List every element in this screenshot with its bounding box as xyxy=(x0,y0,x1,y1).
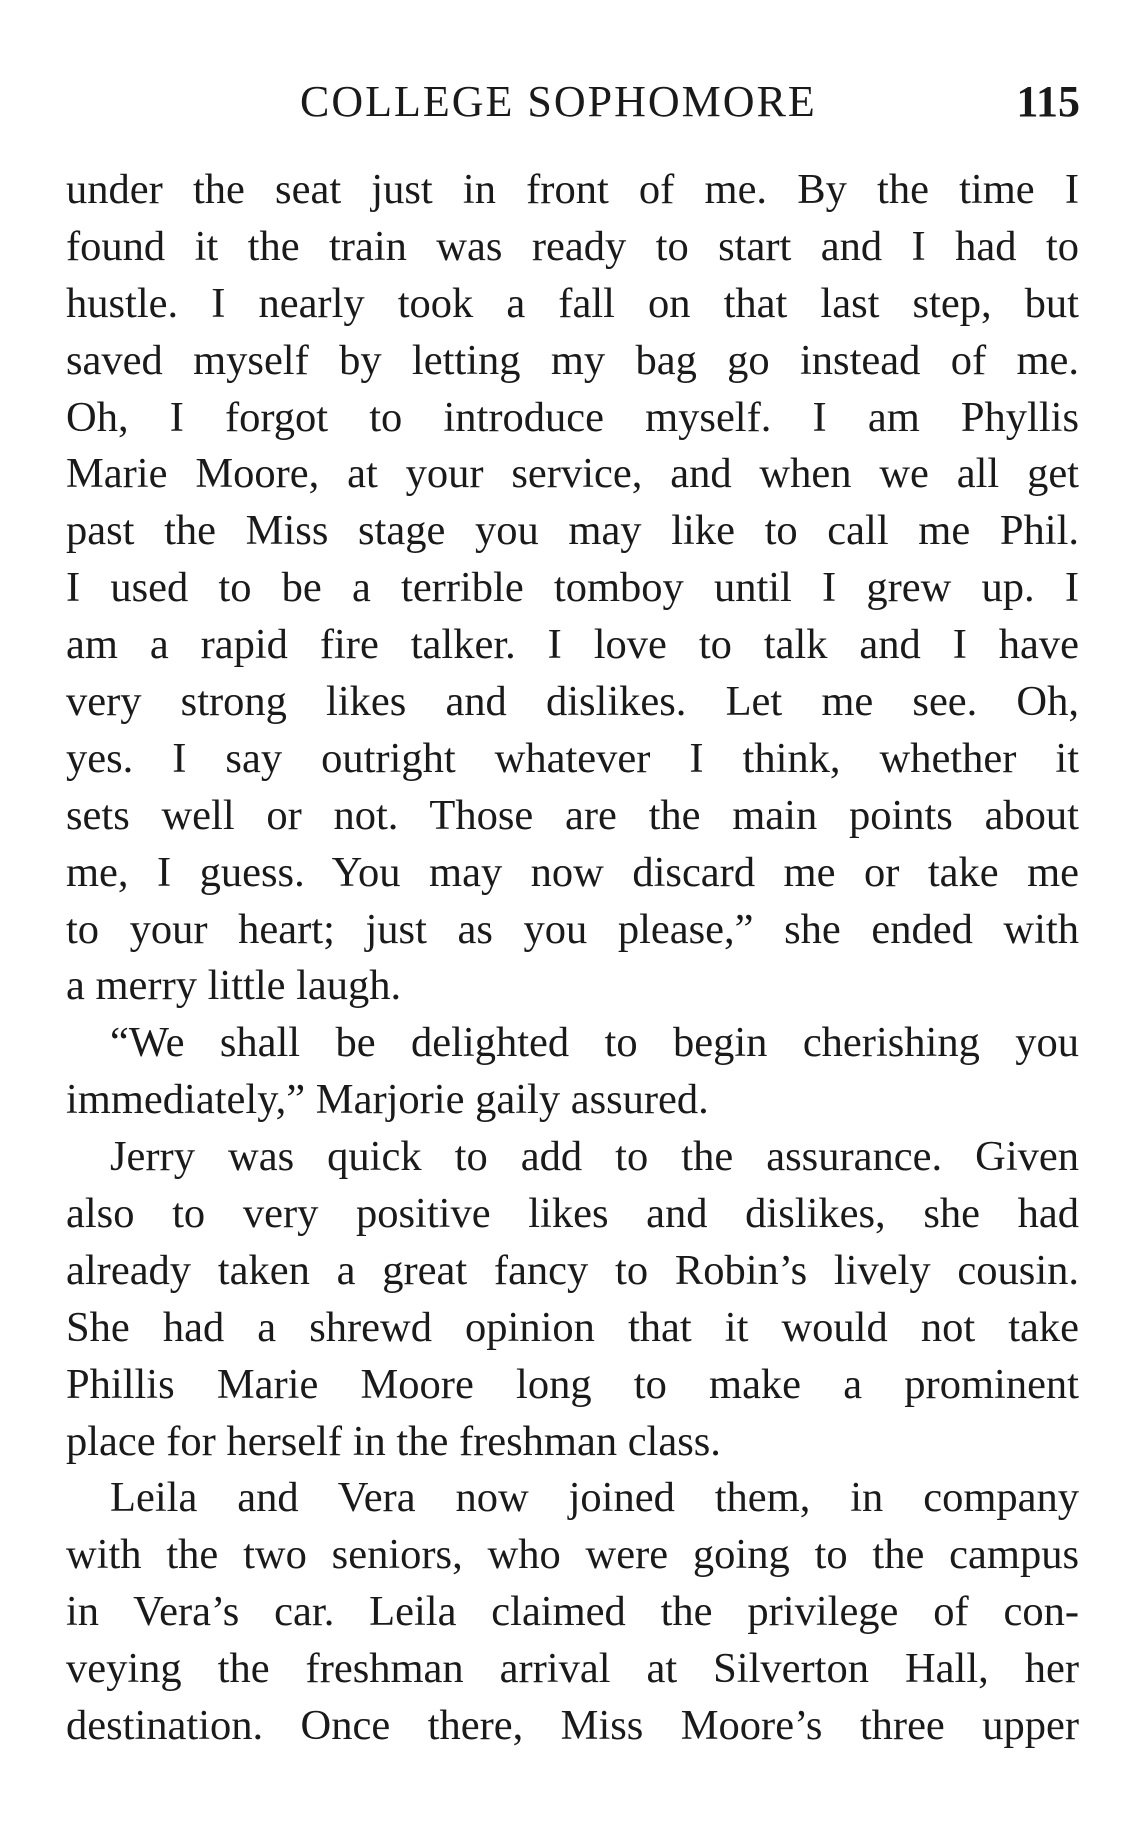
text-line: saved myself by letting my bag go instead of me. xyxy=(66,336,1079,384)
running-head xyxy=(300,72,1080,132)
text-line: Oh, I forgot to introduce myself. I am Phyllis xyxy=(66,393,1079,441)
text-line: yes. I say outright whatever I think, whether it xyxy=(66,734,1079,782)
running-title: COLLEGE SOPHOMORE xyxy=(300,77,817,126)
text-line: found it the train was ready to start and I had to xyxy=(66,222,1079,270)
text-line: veying the freshman arrival at Silverton Hall, her xyxy=(66,1645,1079,1693)
text-line: in Vera’s car. Leila claimed the privilege of con- xyxy=(66,1588,1079,1636)
text-line: past the Miss stage you may like to call me Phil. xyxy=(66,507,1079,555)
text-line: I used to be a terrible tomboy until I grew up. I xyxy=(66,564,1079,612)
text-line: Marie Moore, at your service, and when we all get xyxy=(66,450,1079,498)
paragraph-dialogue xyxy=(66,1015,1079,1129)
text-line: very strong likes and dislikes. Let me see. Oh, xyxy=(66,678,1079,726)
text-line: under the seat just in front of me. By the time I xyxy=(66,166,1079,213)
text-line: to your heart; just as you please,” she ended with xyxy=(66,905,1079,953)
text-line: Leila and Vera now joined them, in company xyxy=(110,1474,1079,1522)
text-line: am a rapid fire talker. I love to talk and I have xyxy=(66,621,1079,669)
text-line: a merry little laugh. xyxy=(66,962,402,1010)
text-line: with the two seniors, who were going to the campus xyxy=(66,1531,1079,1579)
text-line: Jerry was quick to add to the assurance. Given xyxy=(110,1133,1079,1181)
text-line: Phillis Marie Moore long to make a prominent xyxy=(66,1360,1079,1408)
text-line: sets well or not. Those are the main points about xyxy=(66,791,1079,839)
page-number: 115 xyxy=(1016,77,1080,126)
text-line: destination. Once there, Miss Moore’s three upper xyxy=(66,1702,1079,1750)
paragraph-leila xyxy=(66,1470,1079,1754)
text-line: hustle. I nearly took a fall on that last step, but xyxy=(66,279,1079,327)
text-line: also to very positive likes and dislikes, she had xyxy=(66,1190,1079,1238)
paragraph-jerry xyxy=(66,1129,1079,1470)
paragraph-continued xyxy=(66,162,1079,1015)
text-line: already taken a great fancy to Robin’s lively cousin. xyxy=(66,1246,1079,1294)
text-line: She had a shrewd opinion that it would not take xyxy=(66,1303,1079,1351)
text-line: me, I guess. You may now discard me or take me xyxy=(66,848,1079,896)
text-line: “We shall be delighted to begin cherishing you xyxy=(110,1019,1079,1067)
text-line: immediately,” Marjorie gaily assured. xyxy=(66,1076,709,1124)
text-line: place for herself in the freshman class. xyxy=(66,1417,721,1465)
body-text xyxy=(66,162,1079,1755)
